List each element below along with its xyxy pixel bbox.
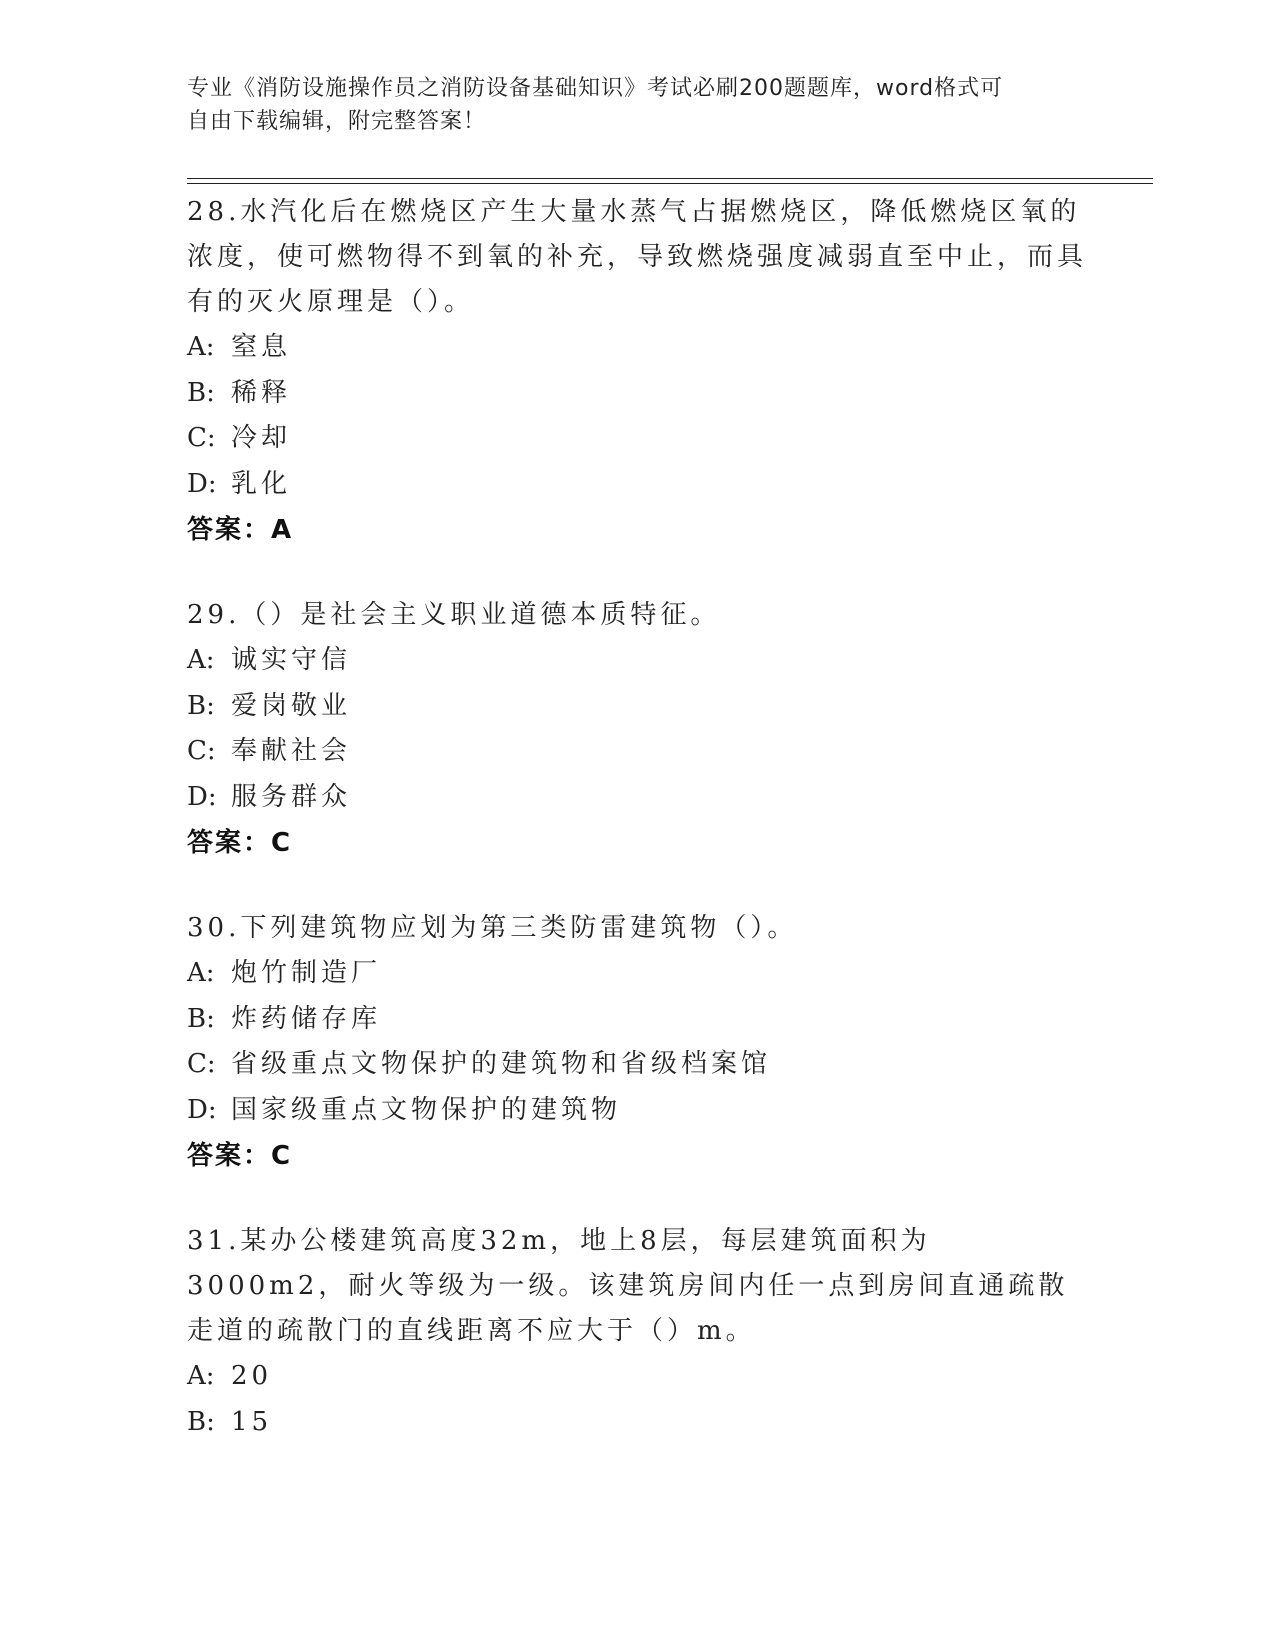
- option-list: [187, 638, 1087, 820]
- option-text: 服务群众: [231, 781, 352, 812]
- question-29: [187, 593, 1087, 866]
- question-28: [187, 190, 1087, 553]
- option-text: 15: [231, 1406, 273, 1437]
- option-c: [187, 729, 1087, 775]
- option-letter: C:: [187, 1049, 216, 1079]
- option-b: [187, 1400, 1087, 1446]
- option-a: [187, 1354, 1087, 1400]
- option-letter: B:: [187, 690, 215, 721]
- option-a: [187, 638, 1087, 684]
- question-31: [187, 1219, 1087, 1445]
- option-text: 省级重点文物保护的建筑物和省级档案馆: [231, 1049, 772, 1079]
- option-d: [187, 462, 1087, 508]
- option-letter: D:: [187, 468, 217, 499]
- option-list: [187, 1354, 1087, 1445]
- option-letter: D:: [187, 781, 217, 812]
- question-stem: 31.某办公楼建筑高度32m，地上8层，每层建筑面积为3000m2，耐火等级为一级。该建筑房间内任一点到房间直通疏散走道的疏散门的直线距离不应大于（）m。: [187, 1226, 1069, 1346]
- answer-line: 答案：A: [187, 515, 294, 545]
- option-text: 炸药储存库: [231, 1003, 382, 1034]
- question-30: [187, 906, 1087, 1179]
- option-d: [187, 1088, 1087, 1134]
- option-letter: B:: [187, 1406, 215, 1437]
- option-letter: D:: [187, 1094, 217, 1125]
- option-a: [187, 325, 1087, 371]
- option-text: 乳化: [231, 468, 292, 499]
- option-list: [187, 951, 1087, 1133]
- option-a: [187, 951, 1087, 997]
- header-divider-top: [187, 178, 1153, 179]
- option-text: 冷却: [231, 423, 292, 453]
- option-list: [187, 325, 1087, 507]
- option-letter: C:: [187, 423, 216, 453]
- option-letter: A:: [187, 958, 215, 988]
- option-c: [187, 1042, 1087, 1088]
- option-text: 炮竹制造厂: [231, 958, 382, 988]
- option-text: 爱岗敬业: [231, 690, 352, 721]
- option-b: [187, 371, 1087, 417]
- option-text: 稀释: [231, 377, 292, 408]
- option-c: [187, 416, 1087, 462]
- answer-line: 答案：C: [187, 828, 293, 858]
- option-b: [187, 684, 1087, 730]
- option-text: 诚实守信: [231, 645, 352, 675]
- option-text: 奉献社会: [231, 736, 352, 766]
- option-letter: A:: [187, 1361, 215, 1391]
- question-stem: 28.水汽化后在燃烧区产生大量水蒸气占据燃烧区，降低燃烧区氧的浓度，使可燃物得不到氧的补充，导致燃烧强度减弱直至中止，而具有的灭火原理是（）。: [187, 197, 1088, 317]
- option-text: 国家级重点文物保护的建筑物: [231, 1094, 622, 1125]
- option-d: [187, 775, 1087, 821]
- option-letter: B:: [187, 377, 215, 408]
- header-line-1: 专业《消防设施操作员之消防设备基础知识》考试必刷200题题库，word格式可: [187, 76, 1004, 101]
- option-text: 窒息: [231, 332, 292, 362]
- option-letter: A:: [187, 645, 215, 675]
- option-letter: A:: [187, 332, 215, 362]
- question-stem: 30.下列建筑物应划为第三类防雷建筑物（）。: [187, 913, 798, 943]
- document-header: [187, 72, 1067, 138]
- option-letter: B:: [187, 1003, 215, 1034]
- option-letter: C:: [187, 736, 216, 766]
- option-b: [187, 997, 1087, 1043]
- option-text: 20: [231, 1361, 273, 1391]
- answer-line: 答案：C: [187, 1141, 293, 1171]
- header-line-2: 自由下载编辑，附完整答案！: [187, 109, 487, 134]
- question-stem: 29.（）是社会主义职业道德本质特征。: [187, 600, 721, 630]
- question-list: [187, 190, 1087, 1485]
- header-divider-bottom: [187, 183, 1153, 184]
